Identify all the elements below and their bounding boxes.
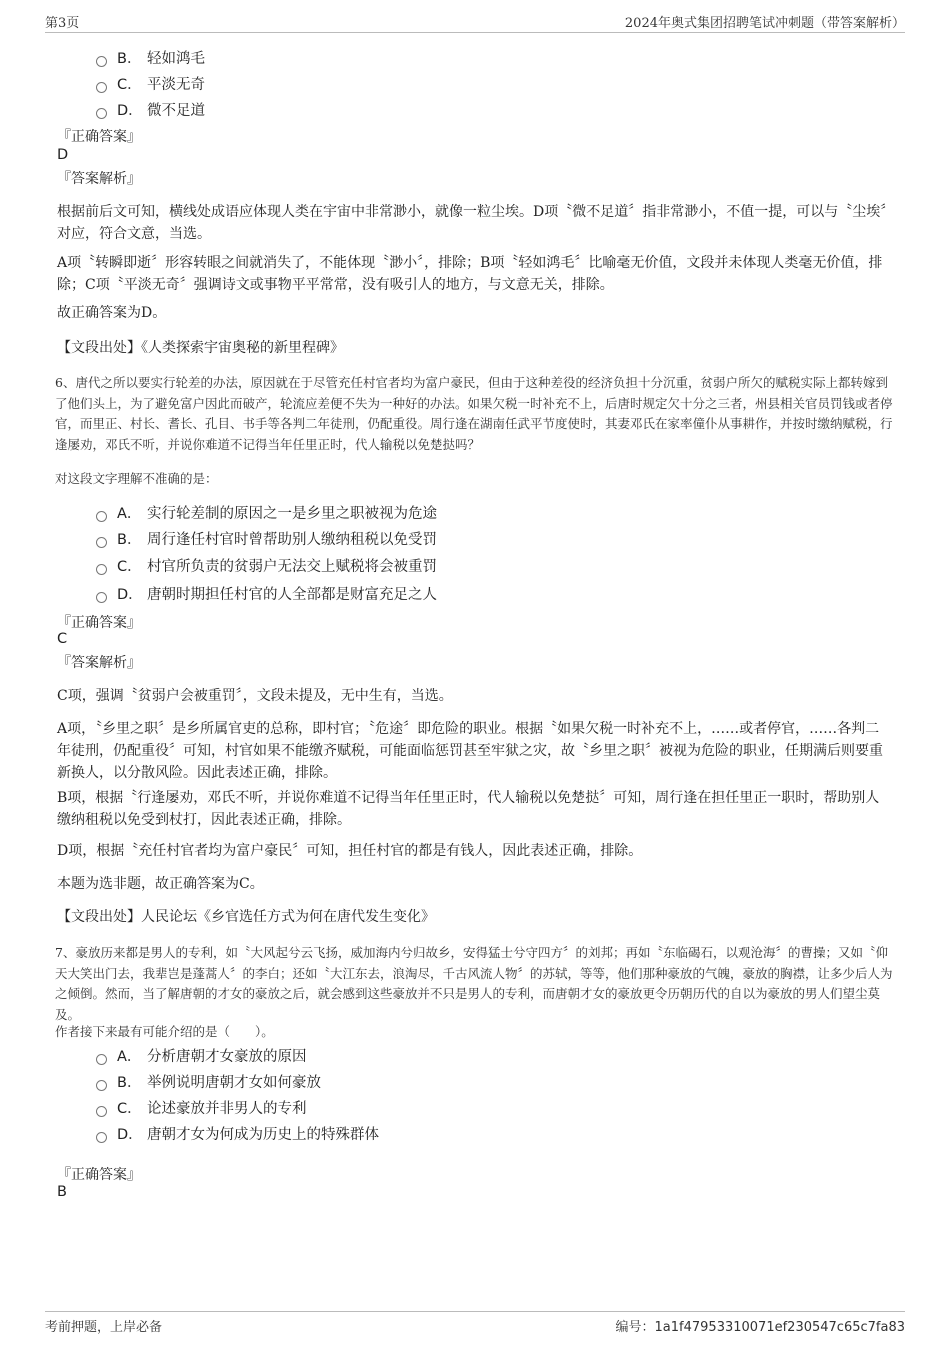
q7-option-b[interactable]: B． 举例说明唐朝才女如何豪放 bbox=[96, 1071, 321, 1095]
q6-answer: C bbox=[57, 631, 68, 647]
q5-answer-label: 『正确答案』 bbox=[57, 129, 141, 145]
radio-icon[interactable] bbox=[96, 82, 107, 93]
footer-slogan: 考前押题，上岸必备 bbox=[45, 1320, 163, 1335]
q7-question: 7、豪放历来都是男人的专利，如〝大风起兮云飞扬，威加海内兮归故乡，安得猛士兮守四方〞的刘邦；再如〝东临碣石，以观沧海〞的曹操；又如〝仰天大笑出门去，我辈岂是蓬蒿人〞的李白；还如〝大江东去，浪淘尽，千古风流人物〞的苏轼，等等，他们那种豪放的气魄，豪放的胸襟，让多少后人为之倾倒。然而，当了解唐朝的才女的豪放之后，就会感到这些豪放并不只是男人的专利，而唐朝才女的豪放更令历朝历代的自以为豪放的男人们望尘莫及。 bbox=[55, 945, 893, 1022]
q5-option-c[interactable]: C． 平淡无奇 bbox=[96, 73, 205, 97]
q7-answer: B bbox=[57, 1184, 67, 1200]
q5-option-d[interactable]: D． 微不足道 bbox=[96, 99, 205, 123]
q7-answer-label: 『正确答案』 bbox=[57, 1167, 141, 1183]
q6-analysis-label: 『答案解析』 bbox=[57, 655, 141, 671]
page-footer bbox=[45, 1311, 905, 1338]
radio-icon[interactable] bbox=[96, 564, 107, 575]
radio-icon[interactable] bbox=[96, 592, 107, 603]
radio-icon[interactable] bbox=[96, 108, 107, 119]
q6-analysis-paragraph: D项，根据〝充任村官者均为富户豪民〞可知，担任村官的都是有钱人，因此表述正确，排除。 bbox=[57, 843, 643, 859]
q7-option-c[interactable]: C． 论述豪放并非男人的专利 bbox=[96, 1097, 307, 1121]
q6-question: 6、唐代之所以要实行轮差的办法，原因就在于尽管充任村官者均为富户豪民，但由于这种差役的经济负担十分沉重，贫弱户所欠的赋税实际上都转嫁到了他们头上，为了避免富户因此而破产，轮流应差便不失为一种好的办法。如果欠税一时补充不上，后唐时规定欠十分之三者，州县相关官员罚钱或者停官，而里正、村长、耆长、孔目、书手等各判二年徒刑，仍配重役。周行逢在湖南任武平节度使时，其妻邓氏在家率僮仆从事耕作，并按时缴纳赋税，行逢屡劝，邓氏不听，并说你难道不记得当年任里正时，代人输税以免楚挞吗？ bbox=[55, 375, 893, 452]
q6-option-b[interactable]: B． 周行逢任村官时曾帮助别人缴纳租税以免受罚 bbox=[96, 528, 437, 552]
q6-analysis-paragraph: B项，根据〝行逢屡劝，邓氏不听，并说你难道不记得当年任里正时，代人输税以免楚挞〞可知，周行逢在担任里正一职时，帮助别人缴纳租税以免受到杖打，因此表述正确，排除。 bbox=[57, 790, 880, 828]
page-header bbox=[45, 10, 905, 33]
document-title: 2024年奥式集团招聘笔试冲刺题（带答案解析） bbox=[624, 16, 905, 31]
q7-option-d[interactable]: D． 唐朝才女为何成为历史上的特殊群体 bbox=[96, 1123, 379, 1147]
q5-option-b[interactable]: B． 轻如鸿毛 bbox=[96, 47, 205, 71]
radio-icon[interactable] bbox=[96, 511, 107, 522]
page-number: 第3页 bbox=[45, 16, 80, 31]
radio-icon[interactable] bbox=[96, 1132, 107, 1143]
q6-analysis-paragraph: A项，〝乡里之职〞是乡所属官吏的总称，即村官；〝危途〞即危险的职业。根据〝如果欠税一时补充不上，……或者停官，……各判二年徒刑，仍配重役〞可知，村官如果不能缴齐赋税，可能面临惩罚甚至牢狱之灾，故〝乡里之职〞被视为危险的职业，任期满后则要重新换人，以分散风险。因此表述正确，排除。 bbox=[57, 721, 883, 781]
radio-icon[interactable] bbox=[96, 1106, 107, 1117]
q6-option-d[interactable]: D． 唐朝时期担任村官的人全部都是财富充足之人 bbox=[96, 583, 437, 607]
q6-source: 【文段出处】人民论坛《乡官选任方式为何在唐代发生变化》 bbox=[57, 909, 435, 925]
radio-icon[interactable] bbox=[96, 1054, 107, 1065]
q6-analysis-paragraph: C项，强调〝贫弱户会被重罚〞，文段未提及，无中生有，当选。 bbox=[57, 688, 453, 704]
q6-option-a[interactable]: A． 实行轮差制的原因之一是乡里之职被视为危途 bbox=[96, 502, 437, 526]
q5-analysis-paragraph: A项〝转瞬即逝〞形容转眼之间就消失了，不能体现〝渺小〞，排除；B项〝轻如鸿毛〞比喻毫无价值，文段并未体现人类毫无价值，排除；C项〝平淡无奇〞强调诗文或事物平平常常，没有吸引人的地方，与文意无关，排除。 bbox=[57, 255, 883, 293]
q6-prompt: 对这段文字理解不准确的是： bbox=[55, 471, 218, 486]
radio-icon[interactable] bbox=[96, 56, 107, 67]
q7-prompt: 作者接下来最有可能介绍的是（ ）。 bbox=[55, 1024, 274, 1039]
radio-icon[interactable] bbox=[96, 537, 107, 548]
q5-source: 【文段出处】《人类探索宇宙奥秘的新里程碑》 bbox=[57, 340, 344, 356]
q6-option-c[interactable]: C． 村官所负责的贫弱户无法交上赋税将会被重罚 bbox=[96, 555, 437, 579]
q5-analysis-label: 『答案解析』 bbox=[57, 171, 141, 187]
q5-answer: D bbox=[57, 147, 69, 163]
q6-analysis-paragraph: 本题为选非题，故正确答案为C。 bbox=[57, 876, 264, 892]
q5-analysis-paragraph: 根据前后文可知，横线处成语应体现人类在宇宙中非常渺小，就像一粒尘埃。D项〝微不足道〞指非常渺小，不值一提，可以与〝尘埃〞对应，符合文意，当选。 bbox=[57, 204, 888, 242]
radio-icon[interactable] bbox=[96, 1080, 107, 1091]
q5-analysis-paragraph: 故正确答案为D。 bbox=[57, 305, 167, 321]
q6-answer-label: 『正确答案』 bbox=[57, 615, 141, 631]
document-code: 编号：1a1f47953310071ef230547c65c7fa83 bbox=[615, 1320, 905, 1335]
q7-option-a[interactable]: A． 分析唐朝才女豪放的原因 bbox=[96, 1045, 307, 1069]
